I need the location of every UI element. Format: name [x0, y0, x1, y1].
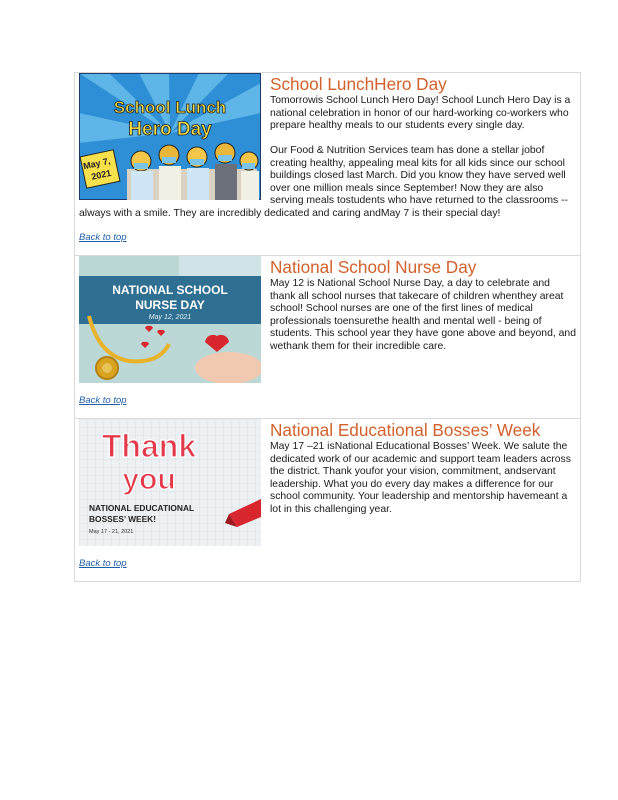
image-date-line1: May 7,	[82, 155, 112, 172]
article-title: National Educational Bosses’ Week	[270, 420, 541, 440]
image-caption-line1: NATIONAL EDUCATIONAL	[89, 503, 195, 513]
image-caption-line2: NURSE DAY	[135, 298, 205, 312]
image-date: May 17 - 21, 2021	[89, 529, 134, 535]
article-paragraph: May 17 –21 isNational Educational Bosses’ Week. We salute the dedicated work of our academic and support team leaders across the district. Thank youfor your vision, commitment, andservant leadership. What you do every day makes a difference for our school community. Your leadership and mentorship havemeant a lot in this challenging year.	[270, 441, 571, 515]
image-thank-text: Thank	[101, 428, 197, 464]
image-date-line2: 2021	[90, 167, 113, 182]
lunch-hero-image	[79, 73, 261, 200]
bosses-week-image	[79, 419, 261, 546]
image-you-text: you	[122, 463, 176, 496]
image-caption-line2: BOSSES’ WEEK!	[89, 514, 157, 524]
image-date: May 12, 2021	[148, 314, 192, 321]
article-lunch-hero	[75, 73, 580, 256]
image-caption-line1: School Lunch	[113, 98, 227, 117]
newsletter-content	[74, 72, 581, 582]
back-to-top-link[interactable]: Back to top	[79, 558, 127, 569]
article-paragraph: May 12 is National School Nurse Day, a day to celebrate and thank all school nurses that takecare of children whenthey areat school! School nurses are one of the first lines of medical professionals toensurethe health and mental well - being of students. This school year they have gone above and beyond, and wethank them for their incredible care.	[270, 278, 576, 352]
image-caption-line2: Hero Day	[128, 119, 212, 140]
article-paragraph: Tomorrowis School Lunch Hero Day! School Lunch Hero Day is a national celebration in honor of our hard-working co-workers who prepare healthy meals to our students every single day.	[270, 95, 571, 131]
article-paragraph: Our Food & Nutrition Services team has done a stellar jobof creating healthy, appealing meal kits for all kids since our school buildings closed last March. Did you know they have served well over one million meals since September! Now they are also serving meals tostudents who have returned to the classrooms -- always with a smile. They are incredibly dedicated and caring andMay 7 is their special day!	[79, 145, 569, 219]
article-title: School LunchHero Day	[270, 74, 447, 94]
nurse-day-image	[79, 256, 261, 383]
article-title: National School Nurse Day	[270, 257, 477, 277]
article-nurse-day	[75, 256, 580, 419]
back-to-top-link[interactable]: Back to top	[79, 232, 127, 243]
back-to-top-link[interactable]: Back to top	[79, 395, 127, 406]
image-caption-line1: NATIONAL SCHOOL	[112, 283, 228, 297]
article-bosses-week	[75, 419, 580, 582]
